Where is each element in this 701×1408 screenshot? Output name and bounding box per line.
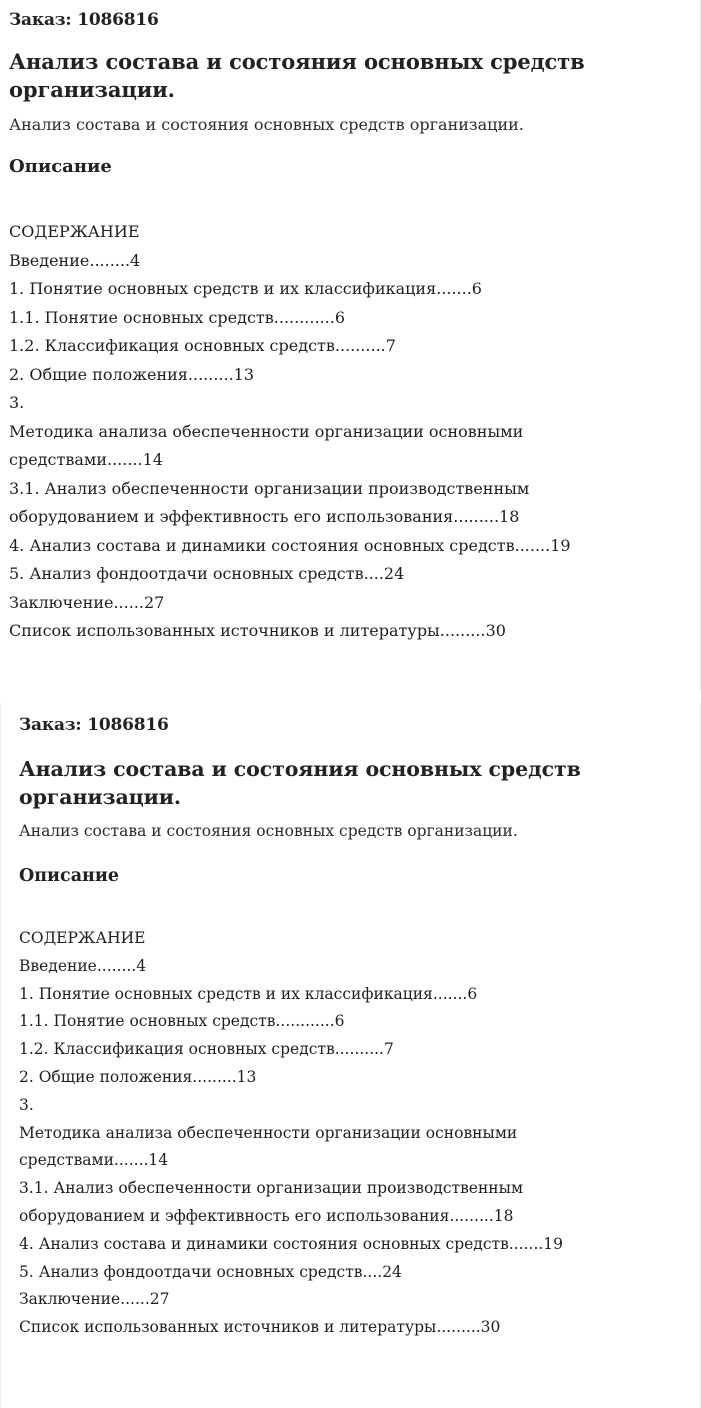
toc-line: 5. Анализ фондоотдачи основных средств....24 — [9, 564, 405, 583]
document-title-line-1: Анализ состава и состояния основных средств — [9, 49, 585, 74]
toc-line: 5. Анализ фондоотдачи основных средств....24 — [19, 1262, 402, 1281]
toc-line: Методика анализа обеспеченности организации основными — [9, 421, 524, 441]
toc-line: 1.2. Классификация основных средств..........7 — [9, 336, 396, 355]
toc-line: 3.1. Анализ обеспеченности организации производственным — [19, 1179, 524, 1198]
document-title — [19, 755, 700, 811]
document-title-line-1: Анализ состава и состояния основных средств — [19, 757, 581, 781]
toc-line: 1.1. Понятие основных средств............6 — [9, 307, 345, 327]
toc-line: Список использованных источников и литературы.........30 — [9, 621, 506, 640]
toc-line: Список использованных источников и литературы.........30 — [19, 1318, 501, 1337]
toc-line: 2. Общие положения.........13 — [19, 1067, 257, 1086]
table-of-contents — [9, 218, 700, 646]
toc-line: 3. — [19, 1095, 34, 1114]
toc-line: 3. — [9, 393, 25, 412]
toc-line: 2. Общие положения.........13 — [9, 364, 255, 384]
toc-line: Введение........4 — [19, 956, 147, 975]
document-title-line-2: организации. — [9, 77, 175, 102]
toc-line: 1.1. Понятие основных средств............6 — [19, 1012, 345, 1031]
toc-line: Заключение......27 — [19, 1290, 170, 1309]
document-title — [9, 48, 700, 104]
toc-line: 1.2. Классификация основных средств..........7 — [19, 1040, 394, 1059]
description-heading: Описание — [19, 866, 119, 886]
toc-line: Методика анализа обеспеченности организации основными — [19, 1123, 518, 1142]
toc-line: Введение........4 — [9, 250, 141, 270]
order-card-1 — [0, 0, 701, 690]
toc-line: средствами.......14 — [9, 450, 163, 469]
document-title-line-2: организации. — [19, 785, 181, 809]
toc-line: 3.1. Анализ обеспеченности организации производственным — [9, 478, 530, 498]
toc-line: 1. Понятие основных средств и их классификация.......6 — [9, 279, 482, 298]
toc-line: средствами.......14 — [19, 1151, 169, 1170]
toc-line: оборудованием и эффективность его использования.........18 — [9, 507, 520, 526]
toc-line: 1. Понятие основных средств и их классификация.......6 — [19, 984, 478, 1003]
toc-heading: СОДЕРЖАНИЕ — [9, 222, 140, 241]
toc-heading: СОДЕРЖАНИЕ — [19, 929, 146, 947]
order-number: Заказ: 1086816 — [9, 10, 159, 30]
document-subtitle: Анализ состава и состояния основных средств организации. — [9, 115, 524, 134]
order-card-2 — [0, 703, 701, 1408]
toc-line: оборудованием и эффективность его использования.........18 — [19, 1206, 514, 1225]
description-heading: Описание — [9, 156, 112, 177]
table-of-contents — [19, 925, 700, 1342]
toc-line: 4. Анализ состава и динамики состояния основных средств.......19 — [19, 1234, 564, 1253]
document-subtitle: Анализ состава и состояния основных средств организации. — [19, 822, 518, 840]
order-number: Заказ: 1086816 — [19, 715, 169, 735]
toc-line: 4. Анализ состава и динамики состояния основных средств.......19 — [9, 535, 571, 555]
toc-line: Заключение......27 — [9, 592, 165, 612]
